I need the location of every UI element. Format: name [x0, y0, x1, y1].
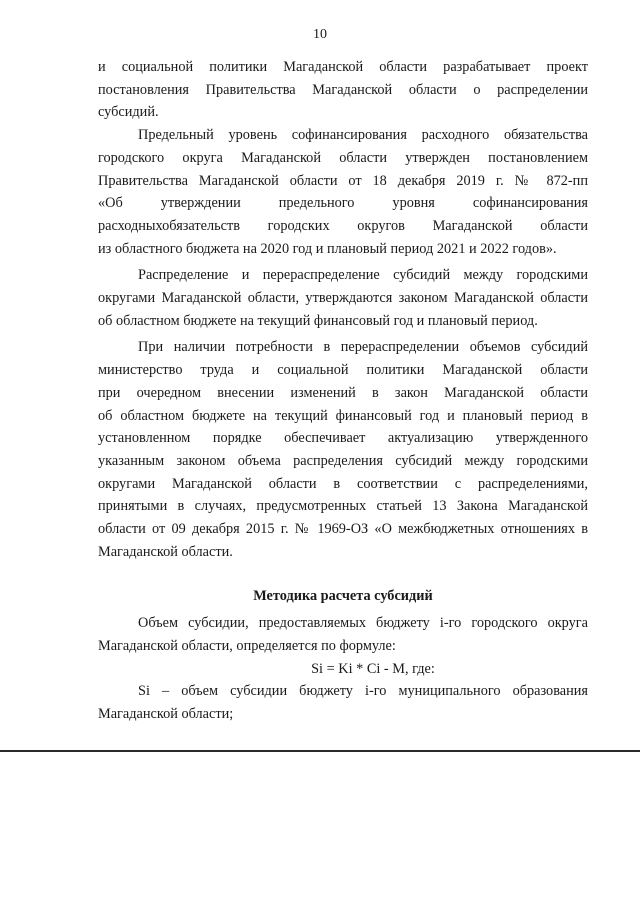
paragraph-distribution	[98, 264, 588, 332]
text-line: и социальной политики Магаданской области разрабатывает проект	[98, 59, 588, 75]
text-line: при очередном внесении изменений в закон Магаданской области	[98, 384, 588, 401]
text-line: субсидий.	[98, 104, 159, 121]
text-line: министерство труда и социальной политики Магаданской области	[98, 362, 588, 379]
page-number: 10	[313, 27, 327, 42]
page-divider	[0, 750, 640, 752]
text-line: округами Магаданской области, утверждаются законом Магаданской области	[98, 290, 588, 307]
text-line: из областного бюджета на 2020 год и плановый период 2021 и 2022 годов».	[98, 240, 557, 257]
text-line: указанным законом объема распределения субсидий между городскими	[98, 452, 588, 469]
text-line: Распределение и перераспределение субсидий между городскими	[138, 267, 588, 284]
text-line: об областном бюджете на текущий финансовый год и плановый период.	[98, 312, 538, 329]
section-heading: Методика расчета субсидий	[253, 588, 433, 605]
text-line: «Об утверждении предельного уровня софинансирования	[98, 195, 588, 212]
text-line: Магаданской области, определяется по формуле:	[98, 637, 396, 654]
text-line: городского округа Магаданской области утвержден постановлением	[98, 149, 588, 166]
text-line: Предельный уровень софинансирования расходного обязательства	[138, 127, 588, 144]
paragraph-definition	[98, 680, 588, 725]
text-line: округами Магаданской области в соответствии с распределениями,	[98, 475, 588, 492]
text-line: принятыми в случаях, предусмотренных статьей 13 Закона Магаданской	[98, 498, 588, 515]
text-line: Правительства Магаданской области от 18 декабря 2019 г. № 872-пп	[98, 172, 588, 189]
paragraph-redistribution	[98, 336, 588, 563]
paragraph-method-intro	[98, 612, 588, 657]
text-line: Магаданской области.	[98, 543, 233, 560]
text-line: Si – объем субсидии бюджету i-го муниципального образования	[138, 683, 588, 700]
document-body	[98, 56, 588, 726]
text-line: расходныхобязательств городских округов Магаданской области	[98, 217, 588, 234]
paragraph-cofinancing-level	[98, 124, 588, 260]
text-line: При наличии потребности в перераспределении объемов субсидий	[138, 339, 588, 356]
text-line: Объем субсидии, предоставляемых бюджету i-го городского округа	[138, 615, 588, 632]
text-line: установленном порядке обеспечивает актуализацию утвержденного	[98, 430, 588, 447]
paragraph-continuation	[98, 56, 588, 124]
formula: Si = Ki * Ci - M, где:	[311, 660, 435, 677]
text-line: об областном бюджете на текущий финансовый год и плановый период в	[98, 407, 588, 424]
text-line: Магаданской области;	[98, 705, 234, 722]
text-line: постановления Правительства Магаданской области о распределении	[98, 81, 588, 98]
text-line: области от 09 декабря 2015 г. № 1969-ОЗ «О межбюджетных отношениях в	[98, 521, 588, 538]
